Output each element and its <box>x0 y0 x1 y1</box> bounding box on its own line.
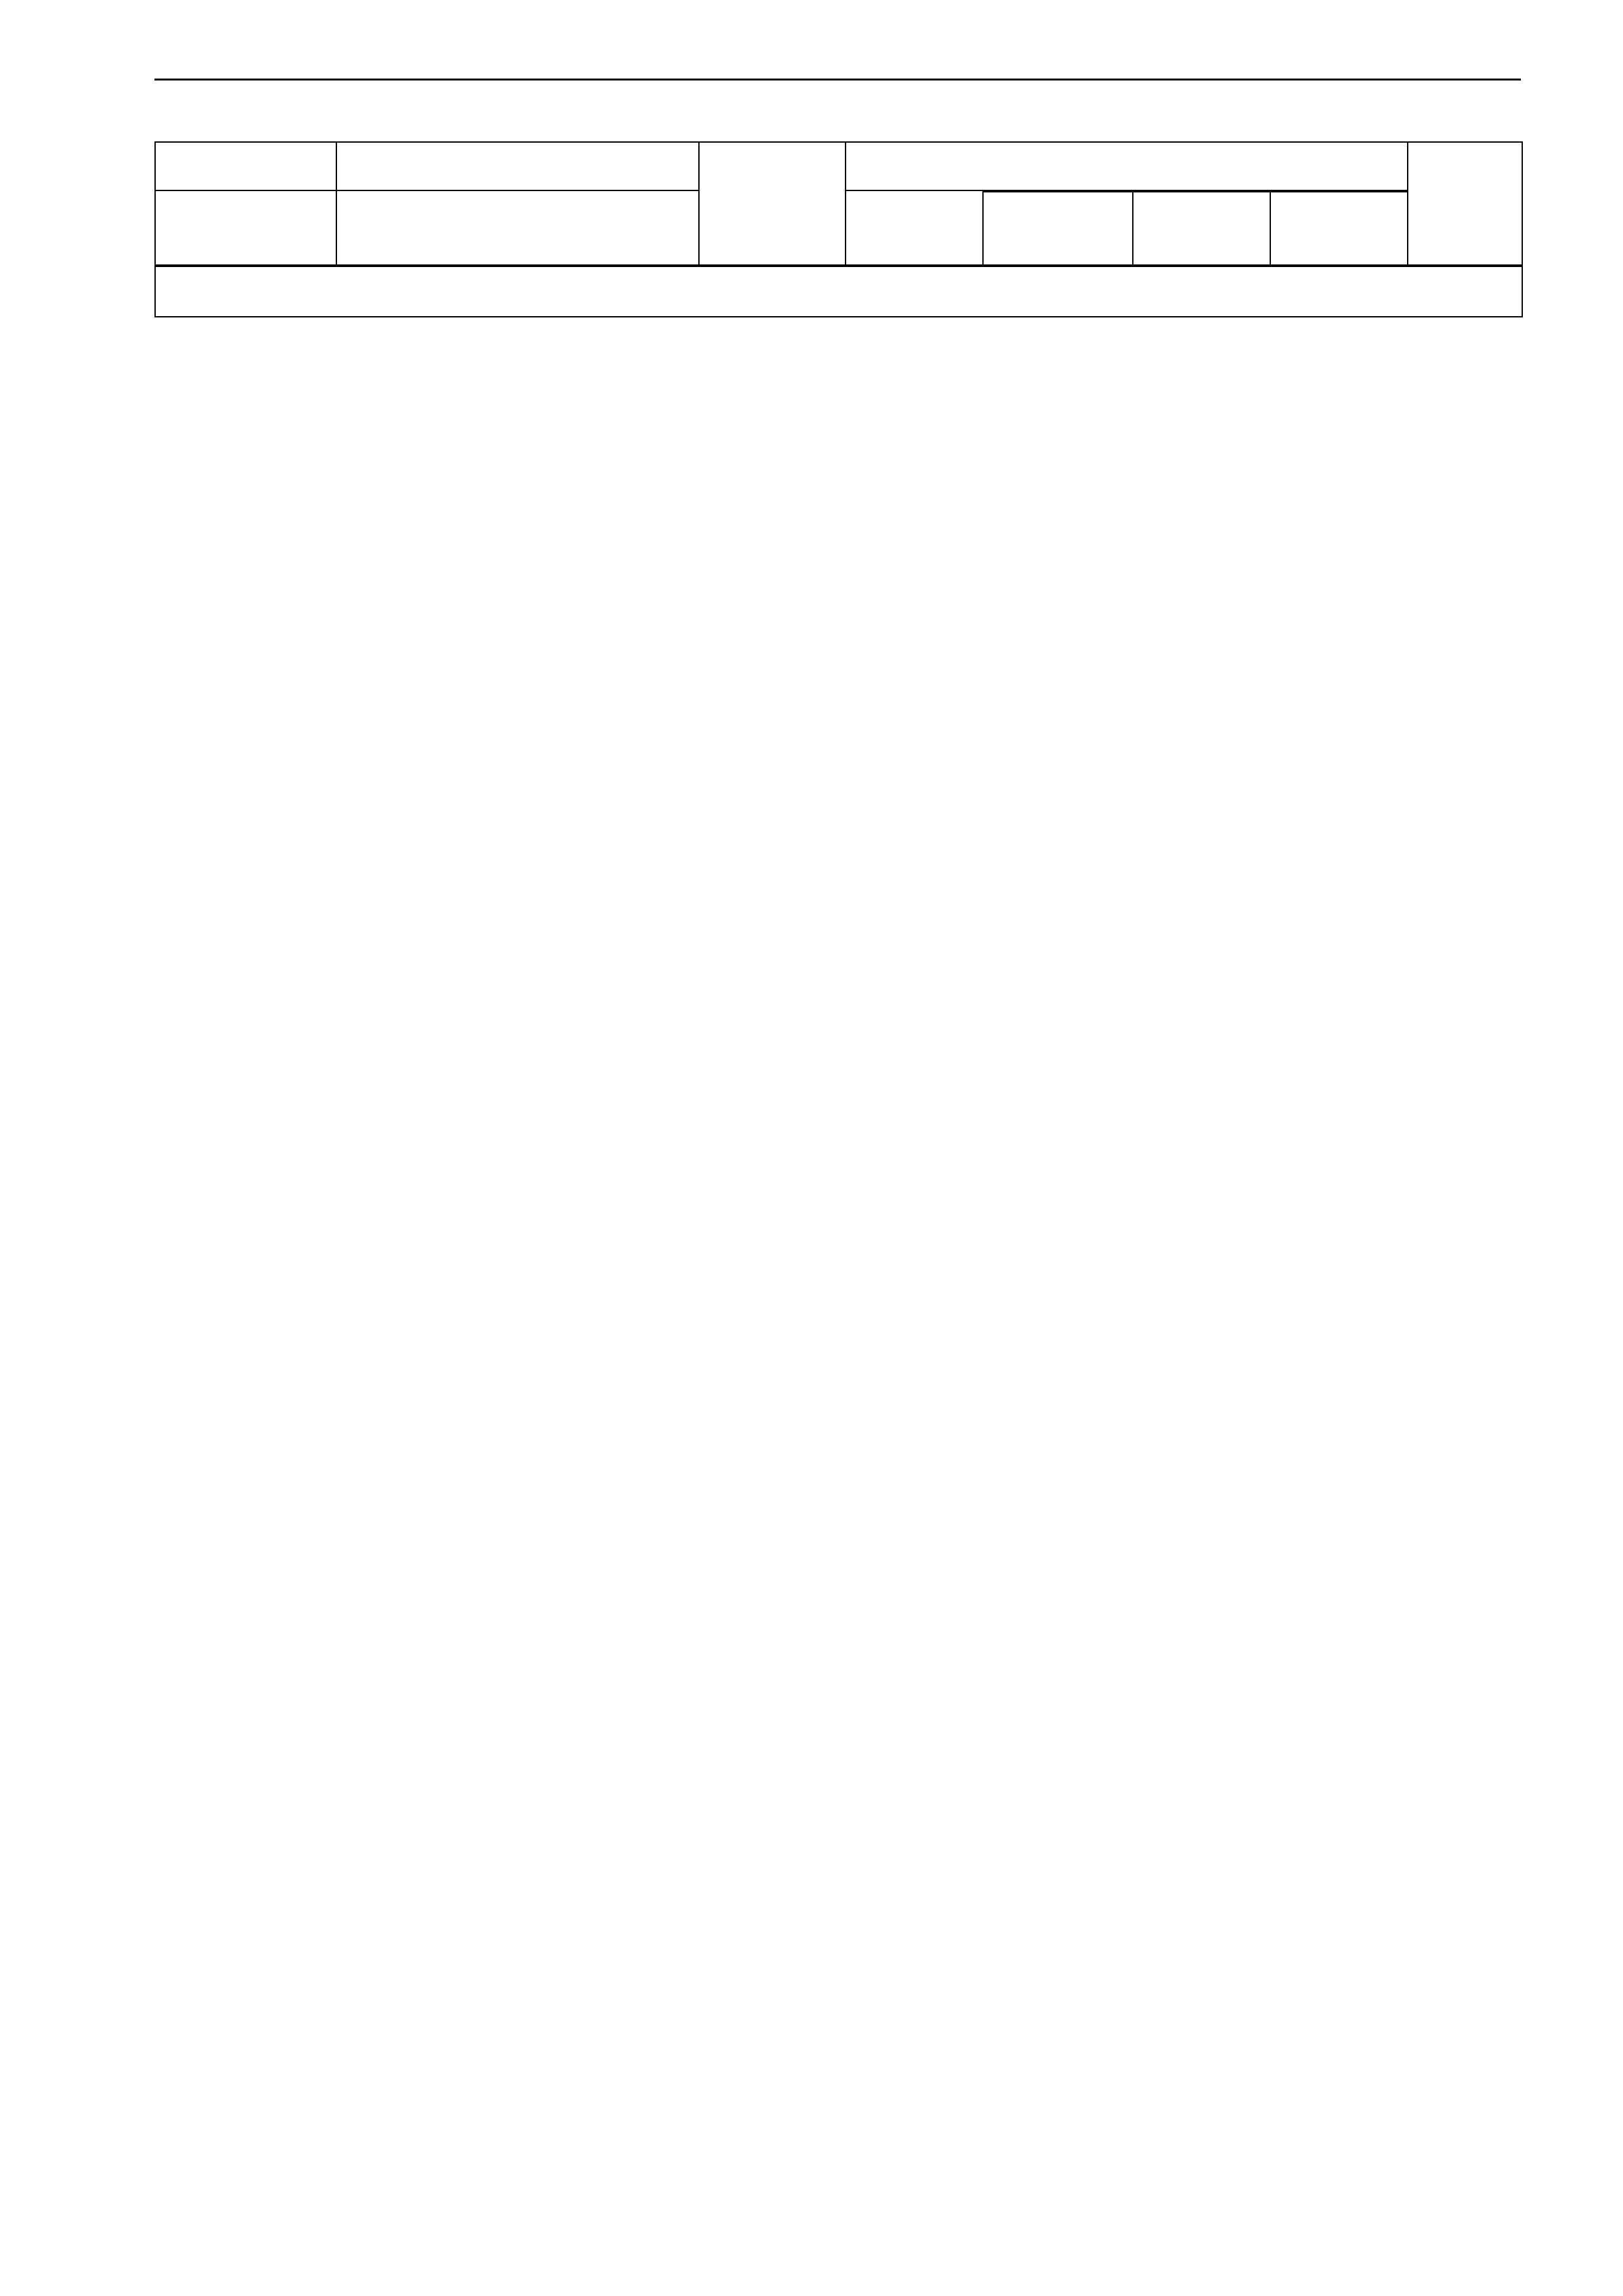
header-code <box>155 142 336 190</box>
header-including <box>846 142 1408 190</box>
rates-table <box>154 141 1523 317</box>
measure-line <box>162 291 1516 316</box>
section-block <box>155 265 1522 317</box>
header-direct-costs <box>699 142 846 265</box>
header-material-codes <box>155 190 336 265</box>
page-header <box>154 73 1521 81</box>
header-machines-total <box>983 192 1133 265</box>
header-machinists-pay <box>1133 192 1270 265</box>
header-material-names <box>336 190 699 265</box>
header-materials-consumption <box>1270 192 1408 265</box>
header-name <box>336 142 699 190</box>
table-header <box>155 142 1522 265</box>
table-info <box>155 266 1522 317</box>
header-labor-pay <box>846 190 983 265</box>
header-labor <box>1408 142 1522 265</box>
